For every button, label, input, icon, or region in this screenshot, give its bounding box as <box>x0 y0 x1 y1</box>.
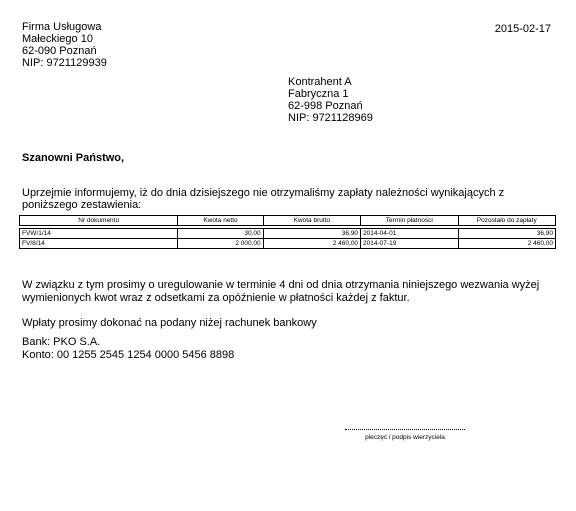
signature-line <box>345 429 465 430</box>
sender-nip: NIP: 9721129939 <box>22 57 107 69</box>
recipient-city: 62-998 Poznań <box>288 100 363 112</box>
sender-address <box>22 21 107 69</box>
recipient-name: Kontrahent A <box>288 76 352 88</box>
signature-label: pieczęć i podpis wierzyciela <box>365 434 445 441</box>
header-net-amount: Kwota netto <box>178 216 263 226</box>
cell-gross-amount: 2 460,00 <box>263 239 360 249</box>
cell-due-date: 2014-04-01 <box>361 229 458 239</box>
cell-due-date: 2014-07-19 <box>361 239 458 249</box>
cell-gross-amount: 36,90 <box>263 229 360 239</box>
payment-note: Wpłaty prosimy dokonać na podany niżej rachunek bankowy <box>22 317 317 329</box>
cell-document-number: FV/8/14 <box>20 239 178 249</box>
greeting: Szanowni Państwo, <box>22 152 125 164</box>
recipient-street: Fabryczna 1 <box>288 88 349 100</box>
sender-street: Małeckiego 10 <box>22 33 93 45</box>
header-gross-amount: Kwota brutto <box>263 216 360 226</box>
table-header-row <box>20 216 556 226</box>
header-due-date: Termin płatności <box>361 216 458 226</box>
cell-net-amount: 30,00 <box>178 229 263 239</box>
sender-name: Firma Usługowa <box>22 21 102 33</box>
cell-document-number: FVW/1/14 <box>20 229 178 239</box>
header-document-number: Nr dokumentu <box>20 216 178 226</box>
document-date: 2015-02-17 <box>494 23 551 35</box>
cell-net-amount: 2 000,00 <box>178 239 263 249</box>
header-remaining: Pozostało do zapłaty <box>458 216 556 226</box>
sender-city: 62-090 Poznań <box>22 45 97 57</box>
cell-remaining: 2 460,00 <box>458 239 556 249</box>
recipient-address <box>288 76 373 124</box>
bank-account: Konto: 00 1255 2545 1254 0000 5456 8898 <box>22 349 235 361</box>
bank-name: Bank: PKO S.A. <box>22 336 101 348</box>
intro-text: Uprzejmie informujemy, iż do dnia dzisiejszego nie otrzymaliśmy zapłaty należności wynikających z poniższego zestawienia: <box>22 187 505 211</box>
invoice-table <box>19 215 556 249</box>
table-row <box>20 239 556 249</box>
payment-request-paragraph: W związku z tym prosimy o uregulowanie w terminie 4 dni od dnia otrzymania niniejszego wezwania wyżej wymienionych kwot wraz z odsetkami za opóźnienie w płatności każdej z faktur. <box>22 279 540 304</box>
table-row <box>20 229 556 239</box>
recipient-nip: NIP: 9721128969 <box>288 112 373 124</box>
bank-details <box>22 336 234 362</box>
cell-remaining: 36,90 <box>458 229 556 239</box>
